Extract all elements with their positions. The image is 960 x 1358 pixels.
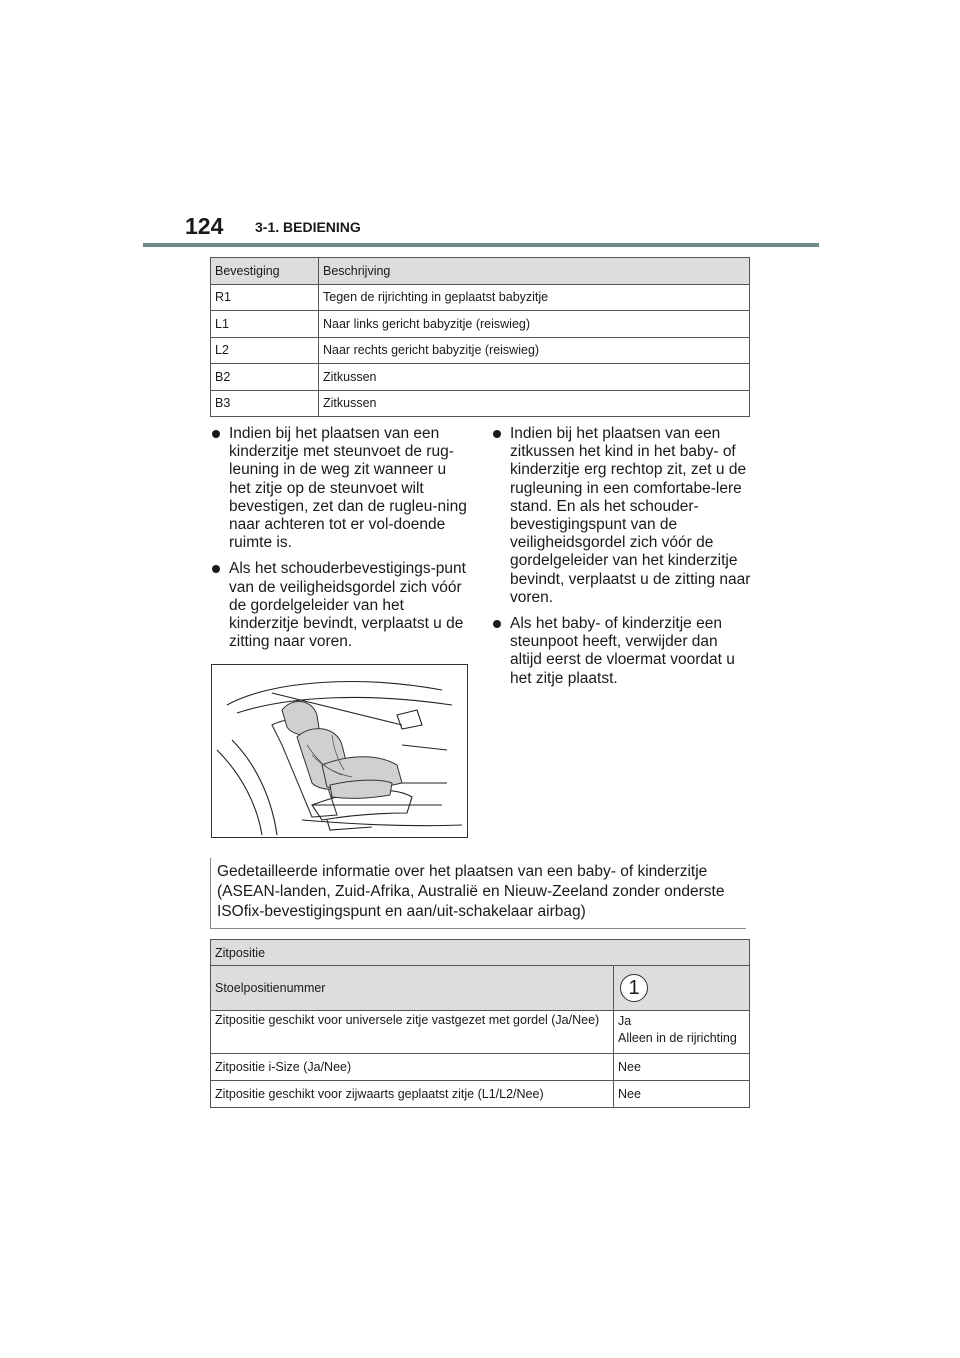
left-bullet-list [212, 425, 468, 659]
seat-number-badge: 1 [620, 974, 648, 1002]
table-row [211, 311, 750, 338]
bullet-item: Als het schouderbevestigings-punt van de veiligheidsgordel zich vóór de gordelgeleider van het kinderzitje bevindt, verplaatst u de zitting naar voren. [212, 560, 468, 651]
section-title: 3-1. BEDIENING [255, 219, 361, 235]
child-seat-illustration [211, 664, 468, 838]
table-row [211, 1054, 750, 1081]
page-number: 124 [185, 213, 224, 239]
table-header-row [211, 940, 750, 966]
table-cell: Tegen de rijrichting in geplaatst babyzitje [319, 284, 750, 311]
table-row [211, 1011, 750, 1054]
table-value-cell: Nee [614, 1081, 750, 1108]
table-cell: Zitkussen [319, 390, 750, 417]
table-value-cell [614, 966, 750, 1011]
bullet-item: Indien bij het plaatsen van een zitkussen het kind in het baby- of kinderzitje erg rechtop zit, zet u de rugleuning in een comfortabe-lere stand. En als het schouder-bevestigingspunt van de veiligheidsgordel zich vóór de gordelgeleider van het kinderzitje bevindt, verplaatst u de zitting naar voren. [493, 425, 751, 607]
table-cell: B3 [211, 390, 319, 417]
table-row [211, 284, 750, 311]
table-header-cell: Beschrijving [319, 258, 750, 285]
table-value-line: Alleen in de rijrichting [618, 1031, 737, 1045]
table-row [211, 1081, 750, 1108]
table-cell: Naar links gericht babyzitje (reiswieg) [319, 311, 750, 338]
table-row [211, 966, 750, 1011]
table-cell: R1 [211, 284, 319, 311]
table-label-cell: Zitpositie geschikt voor zijwaarts geplaatst zitje (L1/L2/Nee) [211, 1081, 614, 1108]
table-row [211, 390, 750, 417]
table-header-row [211, 258, 750, 285]
fixation-table [210, 257, 750, 417]
info-block [210, 858, 746, 929]
table-cell: B2 [211, 364, 319, 391]
table-cell: L1 [211, 311, 319, 338]
table-value-cell: Nee [614, 1054, 750, 1081]
table-cell: Naar rechts gericht babyzitje (reiswieg) [319, 337, 750, 364]
header-rule [143, 243, 819, 247]
table-value-line: Ja [618, 1014, 632, 1028]
child-seat-in-car-drawing [212, 665, 467, 837]
right-bullet-list [493, 425, 751, 696]
table-value-cell [614, 1011, 750, 1054]
table-label-cell: Stoelpositienummer [211, 966, 614, 1011]
info-block-text: Gedetailleerde informatie over het plaatsen van een baby- of kinderzitje (ASEAN-landen, Zuid-Afrika, Australië en Nieuw-Zeeland zonder onderste ISOfix-bevestigingspunt en aan/uit-schakelaar airbag) [217, 863, 725, 920]
table-cell: Zitkussen [319, 364, 750, 391]
table-header-cell: Bevestiging [211, 258, 319, 285]
table-title-cell: Zitpositie [211, 940, 750, 966]
table-label-cell: Zitpositie i-Size (Ja/Nee) [211, 1054, 614, 1081]
table-cell: L2 [211, 337, 319, 364]
table-row [211, 364, 750, 391]
table-row [211, 337, 750, 364]
bullet-item: Als het baby- of kinderzitje een steunpoot heeft, verwijder dan altijd eerst de vloermat voordat u het zitje plaatst. [493, 615, 751, 688]
seat-position-table [210, 939, 750, 1108]
table-label-cell: Zitpositie geschikt voor universele zitje vastgezet met gordel (Ja/Nee) [211, 1011, 614, 1054]
bullet-item: Indien bij het plaatsen van een kinderzitje met steunvoet de rug-leuning in de weg zit wanneer u het zitje op de steunvoet wilt bevestigen, zet dan de rugleu-ning naar achteren tot er vol-doende ruimte is. [212, 425, 468, 552]
